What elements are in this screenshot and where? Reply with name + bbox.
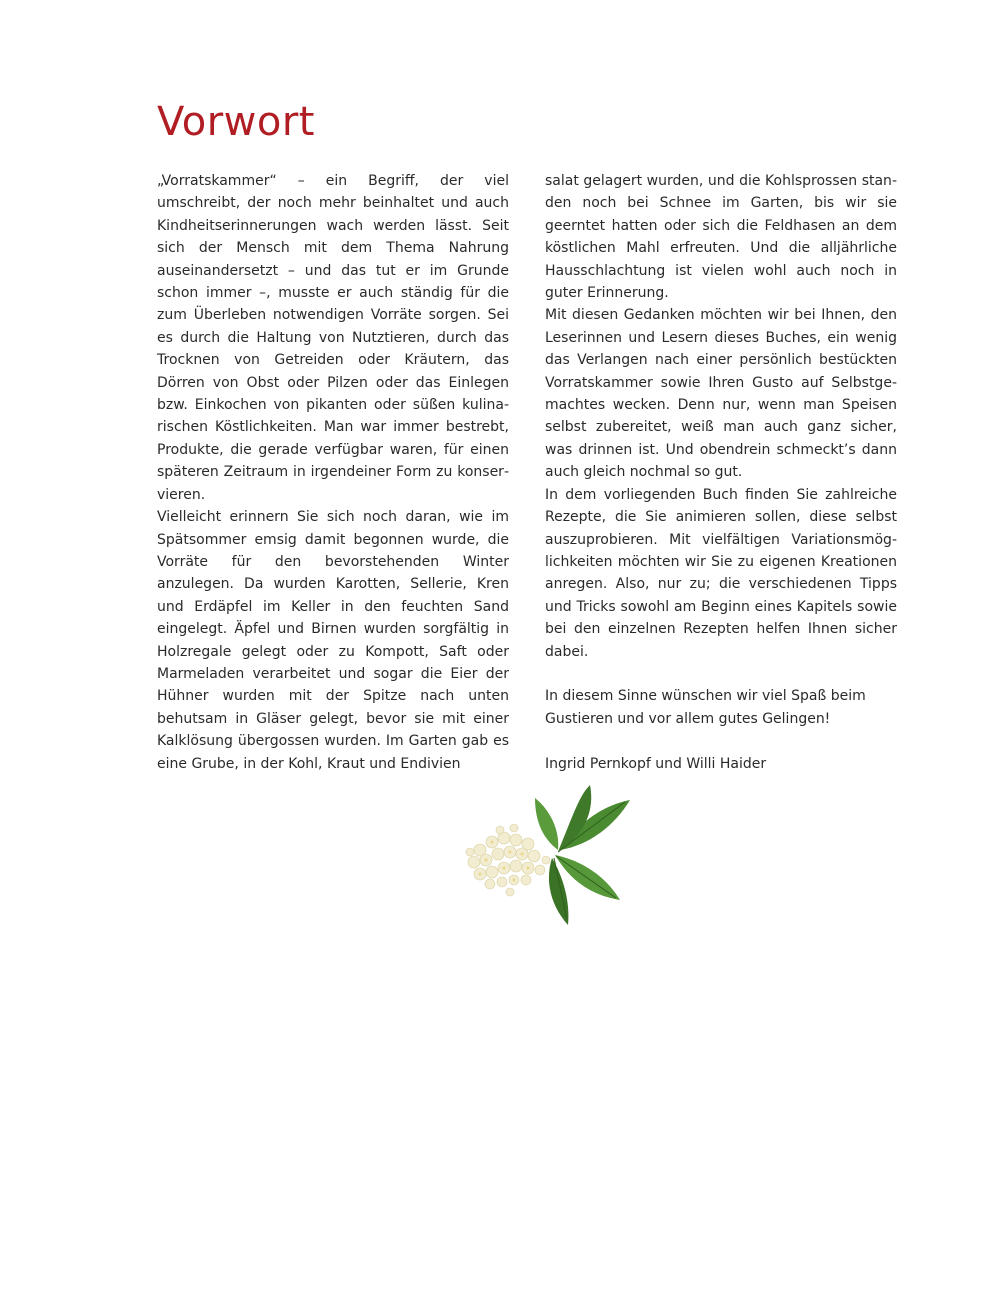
paragraph: Vielleicht erinnern Sie sich noch daran, wie im Spätsommer emsig damit begonnen wurde, die Vorräte für den bevorstehenden Winter anzulegen. Da wurden Karotten, Sellerie, Kren und Erdäpfel im Keller in den feuchten Sand eingelegt. Äpfel und Birnen wurden sorgfältig in Holzregale gelegt oder zu Kompott, Saft oder Marmeladen verarbeitet und sogar die Eier der Hühner wurden mit der Spitze nach unten behutsam in Gläser gelegt, bevor sie mit einer Kalklösung übergossen wurden. Im Garten gab es eine Grube, in der Kohl, Kraut und Endivien xyxy=(157,509,509,772)
signature: Ingrid Pernkopf und Willi Haider xyxy=(545,755,767,772)
leaves xyxy=(535,785,630,925)
closing-paragraph: In diesem Sinne wünschen wir viel Spaß beim Gustieren und vor allem gutes Gelingen! xyxy=(545,688,866,727)
paragraph: salat gelagert wurden, und die Kohlsprossen standen noch bei Schnee im Garten, bis wir sie geerntet hatten oder sich die Feldhasen an dem köstlichen Mahl erfreuten. Und die alljährliche Hausschlachtung ist vielen wohl auch noch in guter Erinnerung. xyxy=(545,173,897,302)
blossoms xyxy=(466,824,550,896)
paragraph: „Vorratskammer“ – ein Begriff, der viel umschreibt, der noch mehr beinhaltet und auch Kindheitserinnerungen wach werden lässt. Seit sich der Mensch mit dem Thema Nahrung auseinandersetzt – und das tut er im Grunde schon immer –, musste er auch ständig für die zum Überleben notwendigen Vorräte sorgen. Sei es durch die Haltung von Nutztieren, durch das Trocknen von Getreiden oder Kräutern, das Dörren von Obst oder Pilzen oder das Einlegen bzw. Einkochen von pikanten oder süßen kulinarischen Köstlichkeiten. Man war immer bestrebt, Produkte, die gerade verfügbar waren, für einen späteren Zeitraum in irgendeiner Form zu konservieren. xyxy=(157,173,509,503)
left-text-column xyxy=(157,170,509,775)
page-title: Vorwort xyxy=(157,99,315,145)
paragraph: Mit diesen Gedanken möchten wir bei Ihnen, den Leserinnen und Lesern dieses Buches, ein wenig das Verlangen nach einer persönlich bestückten Vorratskammer sowie Ihren Gusto auf Selbstgemachtes wecken. Denn nur, wenn man Speisen selbst zubereitet, weiß man auch ganz sicher, was drinnen ist. Und obendrein schmeckt’s dann auch gleich nochmal so gut. xyxy=(545,307,897,481)
right-text-column xyxy=(545,170,897,775)
elderflower-sprig-icon xyxy=(440,780,640,930)
paragraph: In dem vorliegenden Buch finden Sie zahlreiche Rezepte, die Sie animieren sollen, diese selbst auszuprobieren. Mit vielfältigen Variationsmöglichkeiten möchten wir Sie zu eigenen Kreationen anregen. Also, nur zu; die verschiedenen Tipps und Tricks sowohl am Beginn eines Kapitels sowie bei den einzelnen Rezepten helfen Ihnen sicher dabei. xyxy=(545,486,897,660)
